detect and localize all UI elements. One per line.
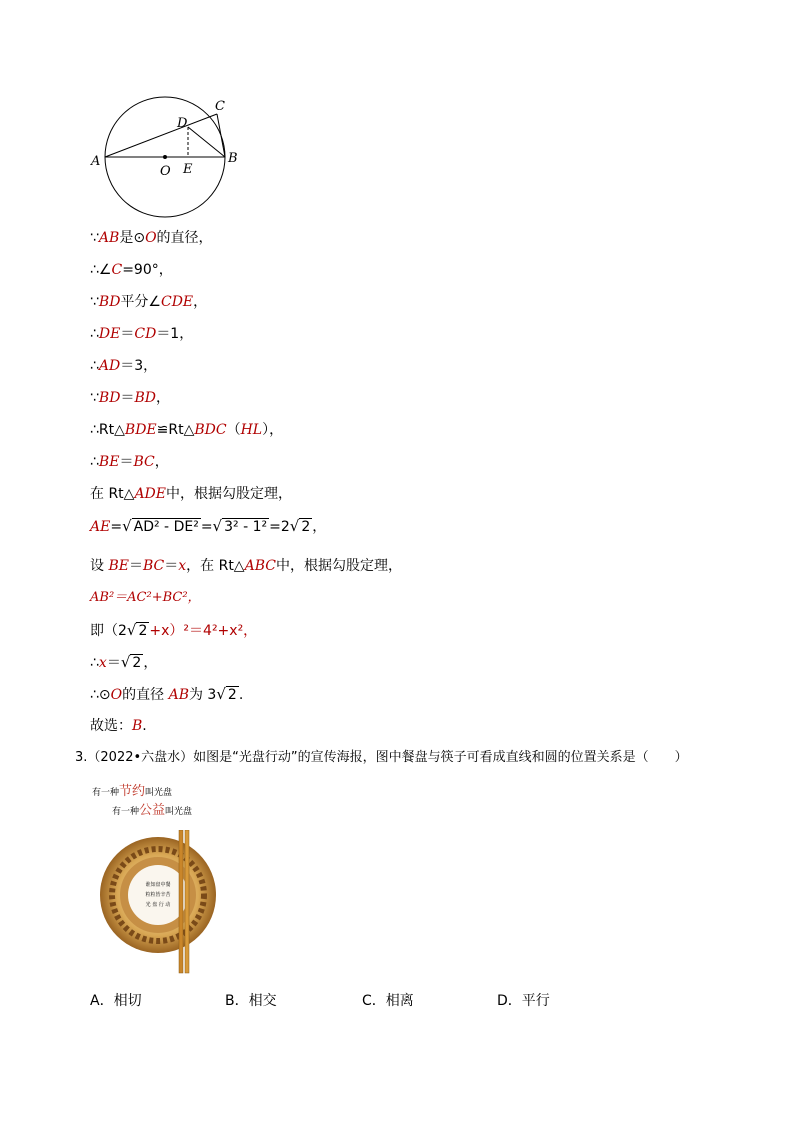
solution-line: [90, 324, 193, 344]
logic-symbol: ∴: [90, 262, 99, 278]
label-o: O: [160, 164, 171, 179]
label-e: E: [183, 162, 193, 177]
set-line: 设 BE＝BC＝x，在 Rt△ABC中，根据勾股定理，: [90, 558, 402, 574]
label-c: C: [215, 99, 225, 114]
plate-text-3: 光 盘 行 动: [145, 902, 171, 908]
math-variable: CD: [134, 326, 157, 342]
math-variable: AD: [98, 358, 121, 374]
logic-symbol: ∴: [90, 454, 99, 470]
question-3: [75, 748, 688, 768]
math-text: ＝: [120, 390, 135, 406]
logic-symbol: ∵: [90, 390, 99, 406]
ae-line: AE=√ AD² - DE² =√ 3² - 1² =2√ 2 ，: [90, 517, 327, 535]
math-text: 的直径，: [156, 230, 213, 246]
logic-symbol: ∴: [90, 422, 99, 438]
math-text: ≌Rt△: [156, 422, 195, 438]
solution-line: [90, 260, 173, 280]
math-text: ＝3，: [120, 358, 158, 374]
math-text: ＝: [119, 454, 134, 470]
math-text: 在 Rt△: [90, 486, 135, 502]
math-variable: C: [111, 262, 123, 278]
option-a[interactable]: A．相切: [90, 993, 142, 1009]
plate-text-1: 谁知盘中餐: [145, 882, 171, 888]
math-text: ，: [155, 390, 170, 406]
pythagoras-line: AB²＝AC²+BC²，: [90, 590, 201, 605]
math-variable: CDE: [161, 294, 194, 310]
solution-line: [90, 292, 207, 312]
x-line: ∴x＝√ 2 ，: [90, 653, 158, 671]
question-number: 3.: [75, 750, 88, 765]
label-d: D: [177, 116, 188, 131]
circle-figure: [85, 92, 255, 222]
label-a: A: [91, 154, 101, 169]
poster-slogan-1: 有一种节约叫光盘: [92, 784, 173, 799]
label-b: B: [228, 151, 238, 166]
math-variable: BD: [98, 390, 121, 406]
segment-ac: [105, 114, 217, 157]
solution-line: [90, 356, 157, 376]
logic-symbol: ∵: [90, 294, 99, 310]
math-text: ＝: [120, 326, 135, 342]
math-variable: ADE: [134, 486, 166, 502]
math-variable: BD: [98, 294, 121, 310]
answer-line: 故选：B.: [90, 718, 147, 734]
math-text: 平分∠: [120, 294, 161, 310]
math-variable: BE: [98, 454, 120, 470]
math-variable: O: [145, 230, 157, 246]
solution-line: [90, 228, 213, 248]
poster-slogan-2: 有一种公益叫光盘: [112, 803, 193, 818]
math-variable: AB: [98, 230, 120, 246]
math-text: ∠: [98, 262, 112, 278]
chopstick-2: [185, 830, 189, 973]
math-variable: DE: [98, 326, 121, 342]
solution-line: [90, 484, 292, 504]
math-variable: BC: [133, 454, 155, 470]
math-text: 中，根据勾股定理，: [166, 486, 292, 502]
math-variable: HL: [240, 422, 263, 438]
math-text: （: [226, 422, 241, 438]
solution-line: [90, 420, 283, 440]
solution-line: [90, 452, 169, 472]
option-d[interactable]: D．平行: [497, 993, 550, 1009]
math-text: Rt△: [98, 422, 125, 438]
segment-cb: [217, 114, 225, 157]
chopstick-1: [179, 830, 183, 973]
math-text: 是⊙: [119, 230, 146, 246]
math-text: =90°，: [122, 262, 173, 278]
center-dot: [163, 155, 167, 159]
math-text: ，: [154, 454, 169, 470]
plate-text-2: 粒粒皆辛苦: [145, 892, 171, 898]
option-b[interactable]: B．相交: [225, 993, 277, 1009]
logic-symbol: ∵: [90, 230, 99, 246]
math-text: ＝1，: [156, 326, 194, 342]
math-text: ），: [262, 422, 284, 438]
equation-line: 即（2√ 2 +x）²＝4²+x²，: [90, 621, 258, 639]
math-text: ，: [193, 294, 208, 310]
logic-symbol: ∴: [90, 326, 99, 342]
math-variable: BD: [134, 390, 156, 406]
option-c[interactable]: C．相离: [362, 993, 414, 1009]
question-text: （2022•六盘水）如图是“光盘行动”的宣传海报，图中餐盘与筷子可看成直线和圆的位置关系是（ ）: [87, 750, 688, 765]
plate-illustration: [100, 830, 225, 975]
math-variable: BDC: [194, 422, 227, 438]
solution-line: [90, 388, 170, 408]
math-variable: BDE: [124, 422, 157, 438]
logic-symbol: ∴: [90, 358, 99, 374]
diameter-line: ∴⊙O的直径 AB为 3√ 2 .: [90, 685, 244, 703]
